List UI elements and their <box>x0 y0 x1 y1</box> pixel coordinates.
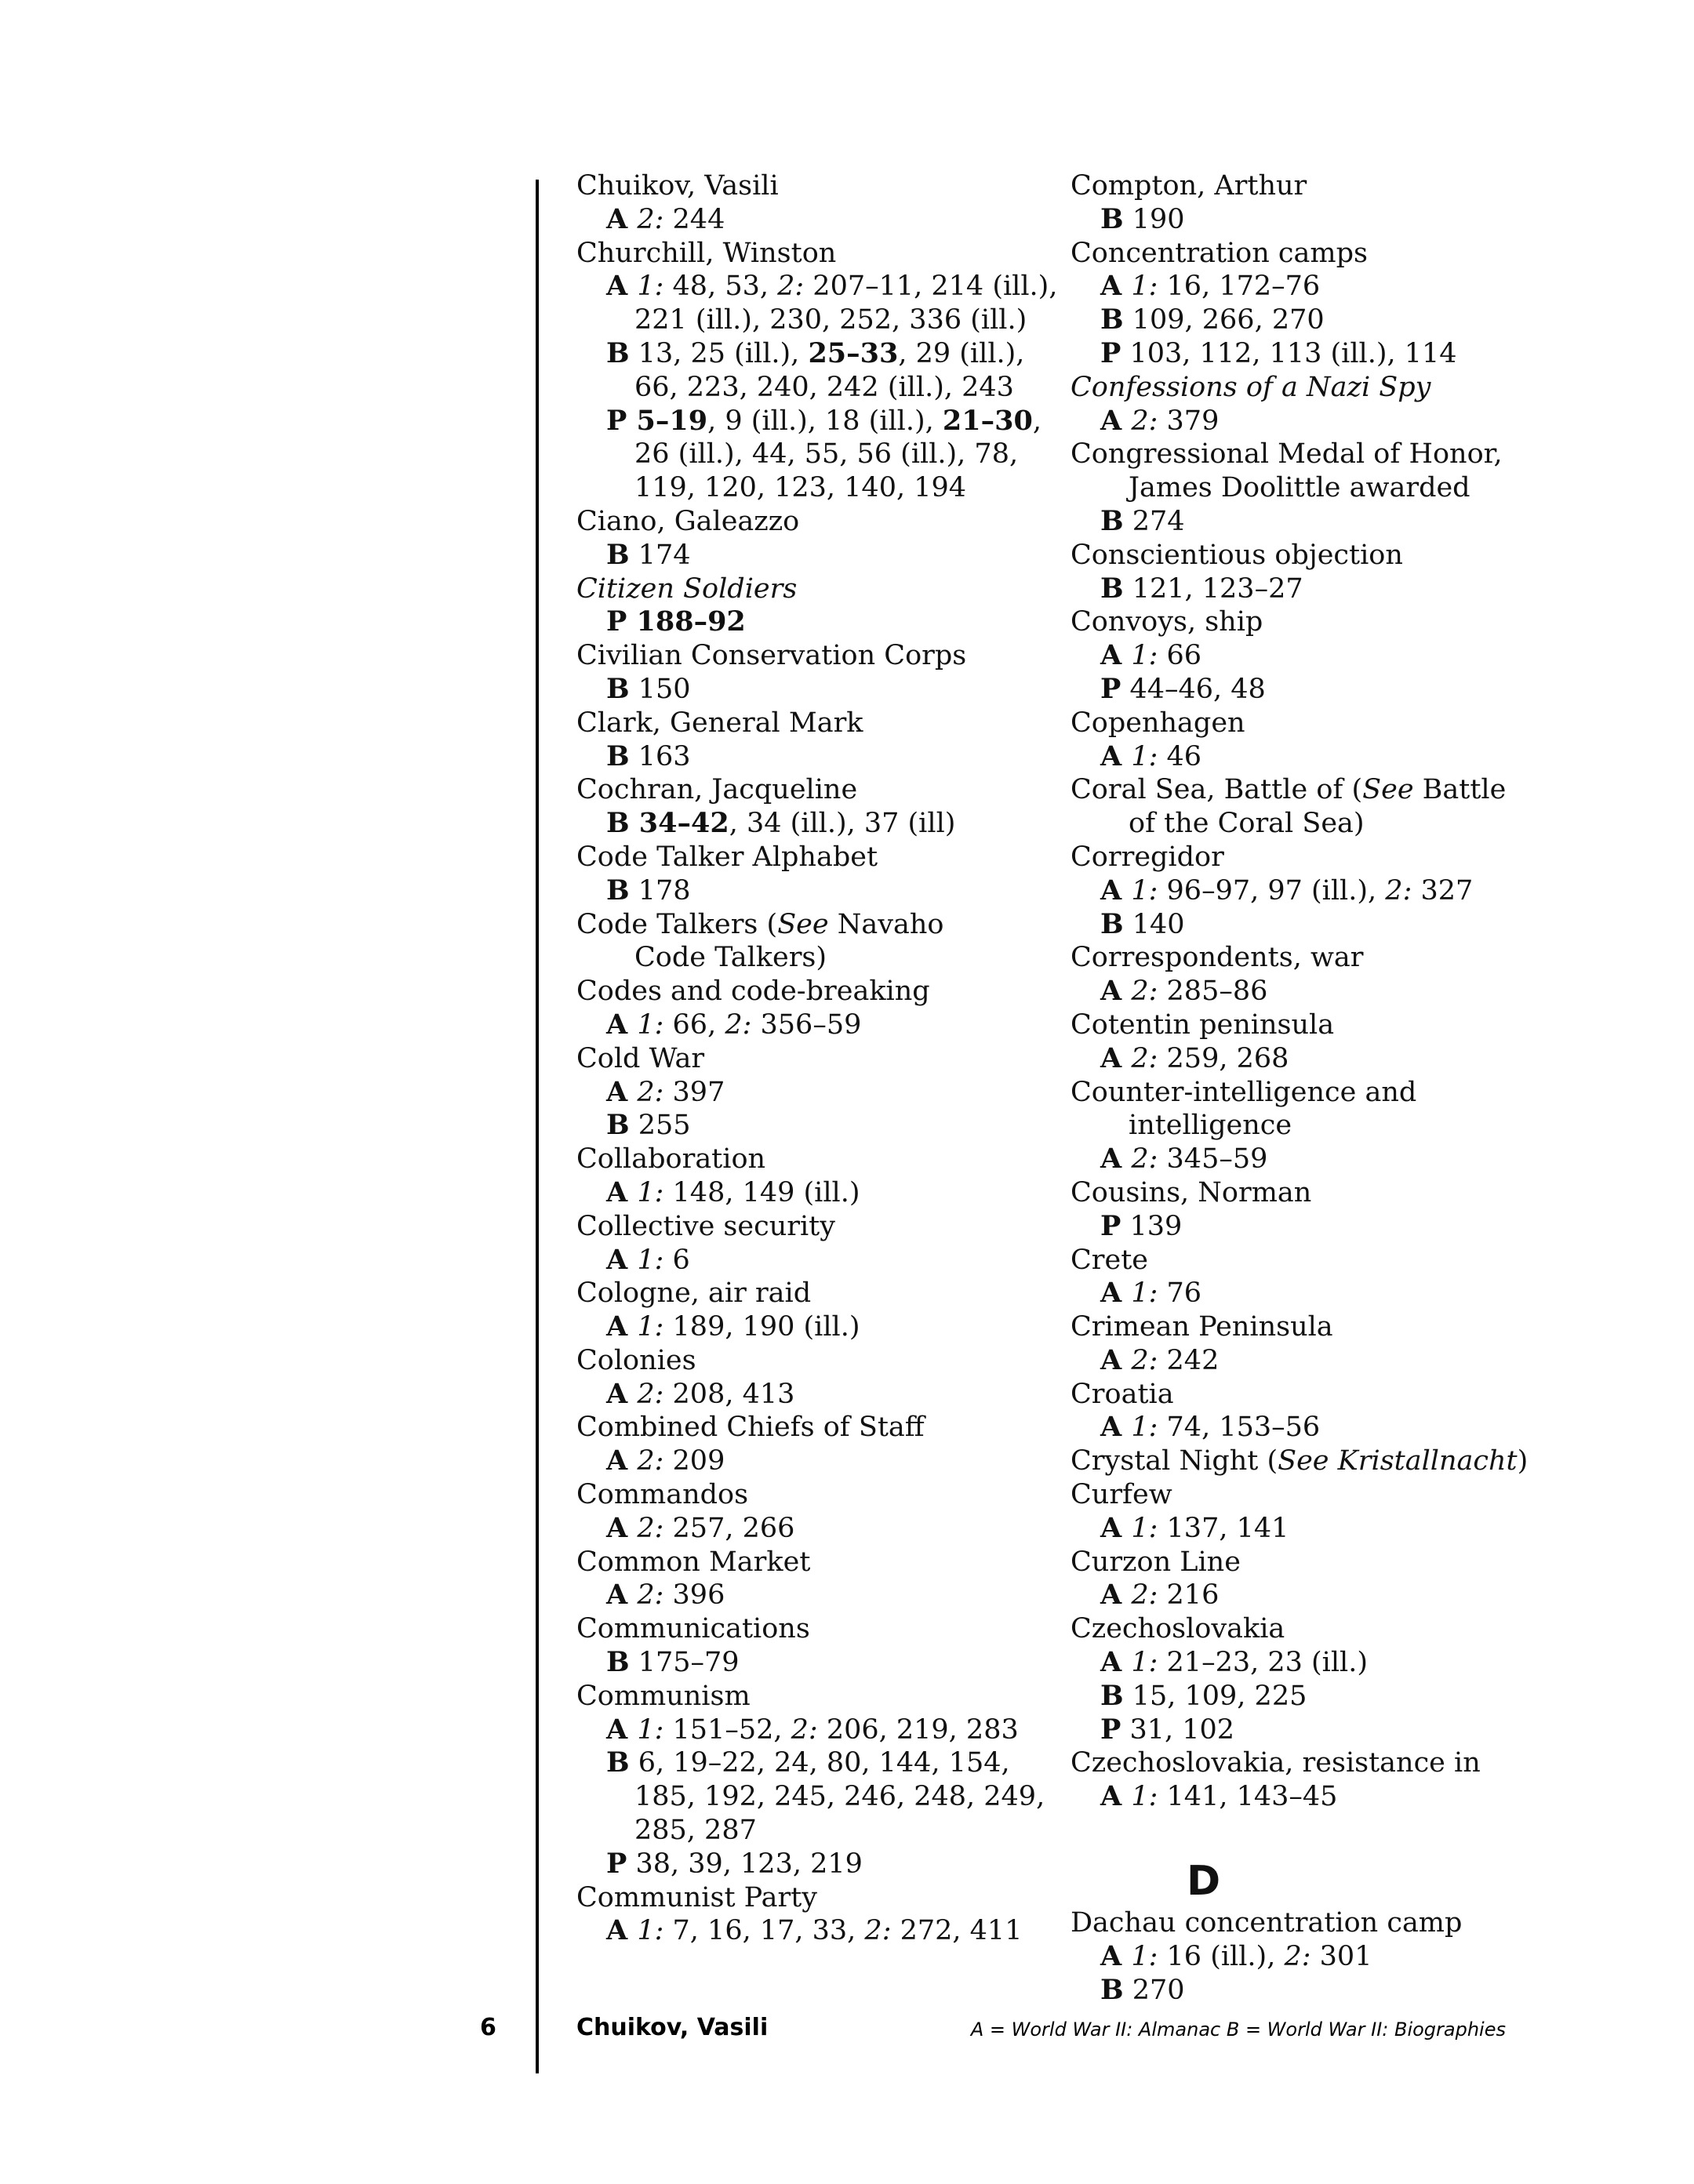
index-entry <box>576 237 1063 505</box>
guide-word: Chuikov, Vasili <box>576 2014 769 2041</box>
index-term: Copenhagen <box>1071 707 1245 739</box>
index-term: Civilian Conservation Corps <box>576 640 967 672</box>
page-reference: A 1: 48, 53, 2: 207–11, 214 (ill.), <box>606 270 1058 303</box>
index-entry <box>576 707 1063 774</box>
index-term: Codes and code-breaking <box>576 976 930 1008</box>
page-reference: B 175–79 <box>606 1646 740 1679</box>
page-reference: A 1: 74, 153–56 <box>1100 1411 1321 1444</box>
page-reference: A 2: 216 <box>1100 1579 1220 1612</box>
page-reference: A 2: 209 <box>606 1444 725 1477</box>
index-term: Crystal Night (See Kristallnacht) <box>1071 1445 1529 1477</box>
index-term-continued: James Doolittle awarded <box>1129 472 1470 504</box>
index-column-right <box>1071 169 1557 2007</box>
index-entry <box>1071 1008 1557 1076</box>
index-entry <box>576 505 1063 572</box>
index-entry <box>576 1680 1063 1881</box>
index-entry <box>576 1478 1063 1546</box>
index-entry <box>576 1042 1063 1143</box>
page-reference: A 2: 397 <box>606 1075 725 1108</box>
page-reference: P 38, 39, 123, 219 <box>606 1847 863 1880</box>
page-reference: A 2: 257, 266 <box>606 1511 795 1544</box>
page-reference: A 1: 141, 143–45 <box>1100 1780 1338 1813</box>
page-reference: A 1: 21–23, 23 (ill.) <box>1100 1646 1369 1679</box>
index-term: Commandos <box>576 1479 749 1511</box>
index-term: Collective security <box>576 1210 836 1242</box>
page-reference: 26 (ill.), 44, 55, 56 (ill.), 78, <box>634 438 1019 471</box>
page-reference: A 1: 16 (ill.), 2: 301 <box>1100 1939 1372 1972</box>
page-reference: B 15, 109, 225 <box>1100 1679 1307 1712</box>
index-term: Communications <box>576 1613 810 1645</box>
index-entry <box>1071 539 1557 606</box>
page-reference: B 6, 19–22, 24, 80, 144, 154, <box>606 1746 1010 1779</box>
index-term: Compton, Arthur <box>1071 170 1307 202</box>
index-term: Cologne, air raid <box>576 1277 812 1310</box>
index-term-continued: of the Coral Sea) <box>1129 808 1365 840</box>
index-term: Ciano, Galeazzo <box>576 505 800 537</box>
page-reference: B 190 <box>1100 202 1185 235</box>
page-reference: A 2: 345–59 <box>1100 1143 1268 1176</box>
section-letter: D <box>1187 1858 1221 1906</box>
page-reference: P 139 <box>1100 1209 1183 1242</box>
index-term: Collaboration <box>576 1143 766 1176</box>
page-reference: A 2: 259, 268 <box>1100 1041 1289 1074</box>
index-term: Concentration camps <box>1071 237 1368 269</box>
index-entry <box>1071 1444 1557 1478</box>
page-reference: A 1: 66 <box>1100 639 1202 672</box>
page-reference: A 1: 148, 149 (ill.) <box>606 1176 860 1208</box>
index-term: Croatia <box>1071 1378 1174 1410</box>
index-entry <box>576 1612 1063 1680</box>
index-entry <box>1071 1076 1557 1176</box>
index-term: Czechoslovakia, resistance in <box>1071 1747 1481 1779</box>
index-term: Common Market <box>576 1546 811 1578</box>
index-entry <box>576 1277 1063 1344</box>
index-term: Confessions of a Nazi Spy <box>1071 371 1431 403</box>
page-reference: 119, 120, 123, 140, 194 <box>634 472 967 504</box>
page-reference: 285, 287 <box>634 1815 757 1847</box>
page-reference: A 1: 76 <box>1100 1277 1202 1310</box>
page-reference: A 2: 285–86 <box>1100 975 1268 1008</box>
index-entry <box>1071 1746 1557 1814</box>
index-entry <box>1071 773 1557 841</box>
index-entry <box>1071 841 1557 941</box>
index-entry <box>576 169 1063 237</box>
index-term: Curzon Line <box>1071 1546 1241 1578</box>
page-reference: 185, 192, 245, 246, 248, 249, <box>634 1781 1045 1813</box>
index-entry <box>1071 1906 1557 2007</box>
index-entry <box>1071 1546 1557 1613</box>
index-entry <box>576 1143 1063 1210</box>
page-reference: B 274 <box>1100 504 1185 537</box>
page-reference: A 1: 7, 16, 17, 33, 2: 272, 411 <box>606 1914 1023 1947</box>
index-term: Corregidor <box>1071 841 1224 873</box>
page-reference: P 5–19, 9 (ill.), 18 (ill.), 21–30, <box>606 404 1041 437</box>
index-term: Cotentin peninsula <box>1071 1008 1335 1041</box>
page-reference: A 1: 151–52, 2: 206, 219, 283 <box>606 1713 1019 1746</box>
index-entry <box>576 975 1063 1042</box>
page-reference: B 270 <box>1100 1973 1185 2006</box>
page-reference: P 44–46, 48 <box>1100 672 1266 705</box>
index-entry <box>1071 1478 1557 1546</box>
index-term: Czechoslovakia <box>1071 1613 1285 1645</box>
page-number: 6 <box>480 2014 496 2041</box>
index-entry <box>576 841 1063 908</box>
page-reference: A 1: 189, 190 (ill.) <box>606 1310 860 1343</box>
index-entry <box>1071 1378 1557 1445</box>
page-reference: P 103, 112, 113 (ill.), 114 <box>1100 336 1457 369</box>
index-term: Communist Party <box>576 1881 818 1913</box>
page-reference: B 140 <box>1100 907 1185 940</box>
index-term: Cold War <box>576 1042 705 1074</box>
index-term: Citizen Soldiers <box>576 572 798 605</box>
index-term: Conscientious objection <box>1071 539 1403 571</box>
index-entry <box>576 773 1063 841</box>
index-entry <box>1071 707 1557 774</box>
page-reference: A 2: 379 <box>1100 404 1220 437</box>
page-reference: A 1: 137, 141 <box>1100 1511 1289 1544</box>
index-term: Curfew <box>1071 1479 1172 1511</box>
index-term: Code Talkers (See Navaho <box>576 908 944 940</box>
page-reference: B 150 <box>606 672 691 705</box>
page-reference: A 1: 46 <box>1100 740 1202 772</box>
index-entry <box>576 1411 1063 1478</box>
index-term: Communism <box>576 1680 751 1712</box>
index-term: Chuikov, Vasili <box>576 170 779 202</box>
page-reference: B 109, 266, 270 <box>1100 303 1325 336</box>
page-reference: A 1: 66, 2: 356–59 <box>606 1008 862 1041</box>
index-term: Crimean Peninsula <box>1071 1311 1333 1343</box>
page-reference: B 174 <box>606 538 691 571</box>
index-entry <box>576 908 1063 976</box>
page-reference: A 2: 242 <box>1100 1343 1220 1376</box>
index-term: Dachau concentration camp <box>1071 1907 1463 1939</box>
index-term: Coral Sea, Battle of (See Battle <box>1071 774 1507 806</box>
column-divider <box>536 180 539 2073</box>
index-term-continued: Code Talkers) <box>634 942 827 974</box>
index-entry <box>1071 1612 1557 1746</box>
index-term: Convoys, ship <box>1071 606 1263 638</box>
index-entry <box>1071 1244 1557 1311</box>
index-entry <box>576 1344 1063 1412</box>
index-entry <box>576 1881 1063 1949</box>
page-reference: 221 (ill.), 230, 252, 336 (ill.) <box>634 304 1027 336</box>
index-entry <box>1071 169 1557 237</box>
index-entry <box>576 639 1063 707</box>
page-reference: A 1: 6 <box>606 1243 690 1276</box>
index-term: Colonies <box>576 1344 696 1376</box>
index-entry <box>576 572 1063 640</box>
index-term: Correspondents, war <box>1071 942 1364 974</box>
page-reference: P 31, 102 <box>1100 1713 1235 1746</box>
page-reference: B 163 <box>606 740 691 772</box>
index-term: Crete <box>1071 1244 1149 1276</box>
page-reference: B 121, 123–27 <box>1100 572 1303 605</box>
page-reference: A 2: 396 <box>606 1579 725 1612</box>
index-entry <box>576 1210 1063 1277</box>
index-term: Congressional Medal of Honor, <box>1071 438 1503 471</box>
page-reference: A 2: 208, 413 <box>606 1377 795 1410</box>
index-entry <box>1071 438 1557 538</box>
index-entry <box>1071 941 1557 1008</box>
index-term: Combined Chiefs of Staff <box>576 1412 925 1444</box>
page-reference: A 1: 16, 172–76 <box>1100 270 1321 303</box>
index-entry <box>576 1546 1063 1613</box>
index-entry <box>1071 1310 1557 1378</box>
index-term: Cochran, Jacqueline <box>576 774 858 806</box>
page-reference: P 188–92 <box>606 605 746 638</box>
index-entry <box>1071 371 1557 438</box>
index-term: Cousins, Norman <box>1071 1176 1312 1208</box>
source-legend: A = World War II: Almanac B = World War II: Biographies <box>970 2019 1506 2040</box>
page-reference: B 34–42, 34 (ill.), 37 (ill) <box>606 807 956 840</box>
page-reference: A 1: 96–97, 97 (ill.), 2: 327 <box>1100 874 1474 907</box>
page-reference: B 13, 25 (ill.), 25–33, 29 (ill.), <box>606 336 1025 369</box>
index-entry <box>1071 605 1557 706</box>
index-term-continued: intelligence <box>1129 1110 1292 1142</box>
index-entry <box>1071 1176 1557 1244</box>
page-reference: A 2: 244 <box>606 202 725 235</box>
page-reference: B 255 <box>606 1109 691 1142</box>
index-term: Counter-intelligence and <box>1071 1076 1417 1108</box>
index-term: Code Talker Alphabet <box>576 841 878 873</box>
index-entry <box>1071 237 1557 371</box>
index-column-left <box>576 169 1063 1948</box>
page-reference: 66, 223, 240, 242 (ill.), 243 <box>634 371 1014 403</box>
index-term: Churchill, Winston <box>576 237 837 269</box>
index-term: Clark, General Mark <box>576 707 863 739</box>
page-reference: B 178 <box>606 874 691 907</box>
